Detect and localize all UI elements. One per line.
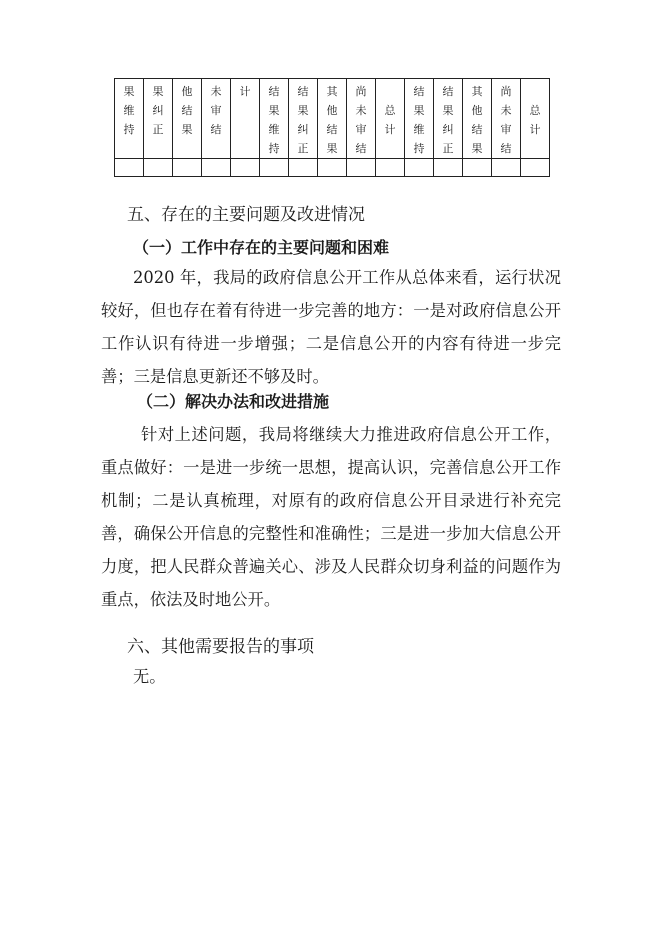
value-cell xyxy=(347,159,376,177)
header-cell: 计 xyxy=(231,79,260,159)
table-row xyxy=(115,159,550,177)
header-cell: 其他结果 xyxy=(463,79,492,159)
section-6-heading: 六、其他需要报告的事项 xyxy=(127,637,314,657)
value-cell xyxy=(115,159,144,177)
section-6-paragraph: 无。 xyxy=(133,667,166,686)
subsection-2-paragraph: 针对上述问题，我局将继续大力推进政府信息公开工作，重点做好：一是进一步统一思想，提高认识，完善信息公开工作机制；二是认真梳理，对原有的政府信息公开目录进行补充完善，确保公开信息的完整性和准确性；三是进一步加大信息公开力度，把人民群众普遍关心、涉及人民群众切身利益的问题作为重点，依法及时地公开。 xyxy=(101,425,561,609)
header-cell: 尚未审结 xyxy=(492,79,521,159)
header-cell: 结果纠正 xyxy=(289,79,318,159)
header-cell: 未审结 xyxy=(202,79,231,159)
header-cell: 果维持 xyxy=(115,79,144,159)
header-cell: 结果维持 xyxy=(260,79,289,159)
value-cell xyxy=(202,159,231,177)
value-cell xyxy=(405,159,434,177)
header-cell: 他结果 xyxy=(173,79,202,159)
value-cell xyxy=(260,159,289,177)
header-cell: 总计 xyxy=(376,79,405,159)
subsection-1-heading: （一）工作中存在的主要问题和困难 xyxy=(133,238,390,257)
subsection-1-paragraph: 2020 年，我局的政府信息公开工作从总体来看，运行状况较好，但也存在着有待进一步完善的地方：一是对政府信息公开工作认识有待进一步增强；二是信息公开的内容有待进一步完善；三是信息更新还不够及时。 xyxy=(101,268,561,386)
value-cell xyxy=(318,159,347,177)
header-cell: 总计 xyxy=(521,79,550,159)
header-cell: 果纠正 xyxy=(144,79,173,159)
value-cell xyxy=(173,159,202,177)
subsection-2-heading: （二）解决办法和改进措施 xyxy=(137,392,330,411)
admin-review-litigation-table xyxy=(114,78,550,177)
header-cell: 尚未审结 xyxy=(347,79,376,159)
value-cell xyxy=(376,159,405,177)
header-cell: 结果纠正 xyxy=(434,79,463,159)
header-cell: 其他结果 xyxy=(318,79,347,159)
header-cell: 结果维持 xyxy=(405,79,434,159)
value-cell xyxy=(144,159,173,177)
value-cell xyxy=(289,159,318,177)
value-cell xyxy=(231,159,260,177)
value-cell xyxy=(434,159,463,177)
statistics-table-fragment xyxy=(114,78,550,177)
section-5-heading: 五、存在的主要问题及改进情况 xyxy=(127,205,365,225)
value-cell xyxy=(492,159,521,177)
value-cell xyxy=(463,159,492,177)
value-cell xyxy=(521,159,550,177)
